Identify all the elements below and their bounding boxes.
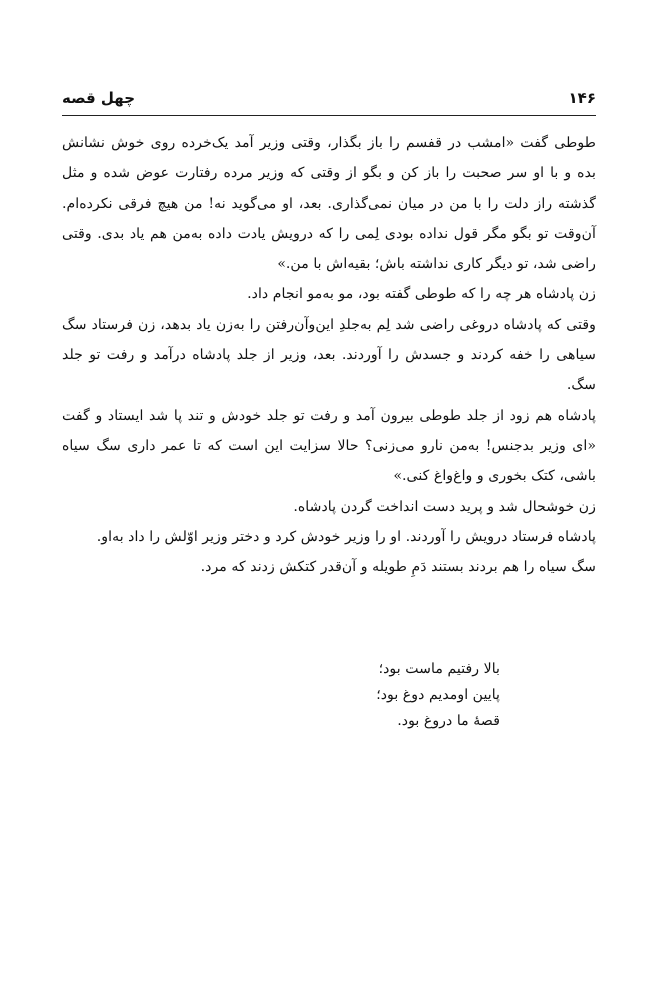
verse-line: قصهٔ ما دروغ بود.	[397, 713, 500, 729]
page-number: ۱۴۶	[568, 89, 596, 107]
verse-line: بالا رفتیم ماست بود؛	[378, 661, 500, 677]
header-rule	[62, 115, 596, 116]
story-body	[62, 128, 596, 582]
paragraph-wife-happy: زن خوشحال شد و پرید دست انداخت گردن پادشاه.	[293, 498, 596, 515]
running-title: چهل قصه	[62, 89, 136, 107]
paragraph-wife-obeys: زن پادشاه هر چه را که طوطی گفته بود، مو به‌مو انجام داد.	[247, 286, 596, 303]
paragraph-vizier-into-dog: وقتی که پادشاه دروغی راضی شد لِم به‌جلدِ این‌وآن‌رفتن را به‌زن یاد بدهد، زن فرستاد سگ سیاهی را خفه کردند و جسدش را آوردند. بعد، وزیر از جلد پادشاه درآمد و رفت تو جلد سگ.	[62, 316, 596, 394]
paragraph-dog-end: سگ سیاه را هم بردند بستند دَمِ طویله و آن‌قدر کتکش زدند که مرد.	[200, 559, 596, 576]
paragraph-dervish-vizier: پادشاه فرستاد درویش را آوردند. او را وزیر خودش کرد و دختر وزیر اوّلش را داد به‌او.	[96, 528, 596, 545]
closing-verse	[62, 656, 596, 734]
paragraph-parrot-speech: طوطی گفت «امشب در قفسم را باز بگذار، وقتی وزیر آمد یک‌خرده روی خوش نشانش بده و با او سر صحبت را باز کن و بگو از وقتی که وزیر مرده رفتارت عوض شده و مثل گذشته راز دلت را با من در میان نمی‌گذاری. بعد، او می‌گوید نه! من هیچ فرقی نکرده‌ام. آن‌وقت تو بگو مگر قول نداده بودی لِمی را که درویش یادت داده به‌من هم یاد بدی. وقتی راضی شد، تو دیگر کاری نداشته باش؛ بقیه‌اش با من.»	[62, 135, 596, 273]
paragraph-king-returns: پادشاه هم زود از جلد طوطی بیرون آمد و رفت تو جلد خودش و تند پا شد ایستاد و گفت «ای وزیر بدجنس! به‌من نارو می‌زنی؟ حالا سزایت این است که تا عمر داری سگ سیاه باشی، کتک بخوری و واغ‌واغ کنی.»	[62, 407, 596, 485]
running-head	[62, 84, 596, 112]
verse-line: پایین اومدیم دوغ بود؛	[376, 687, 500, 703]
